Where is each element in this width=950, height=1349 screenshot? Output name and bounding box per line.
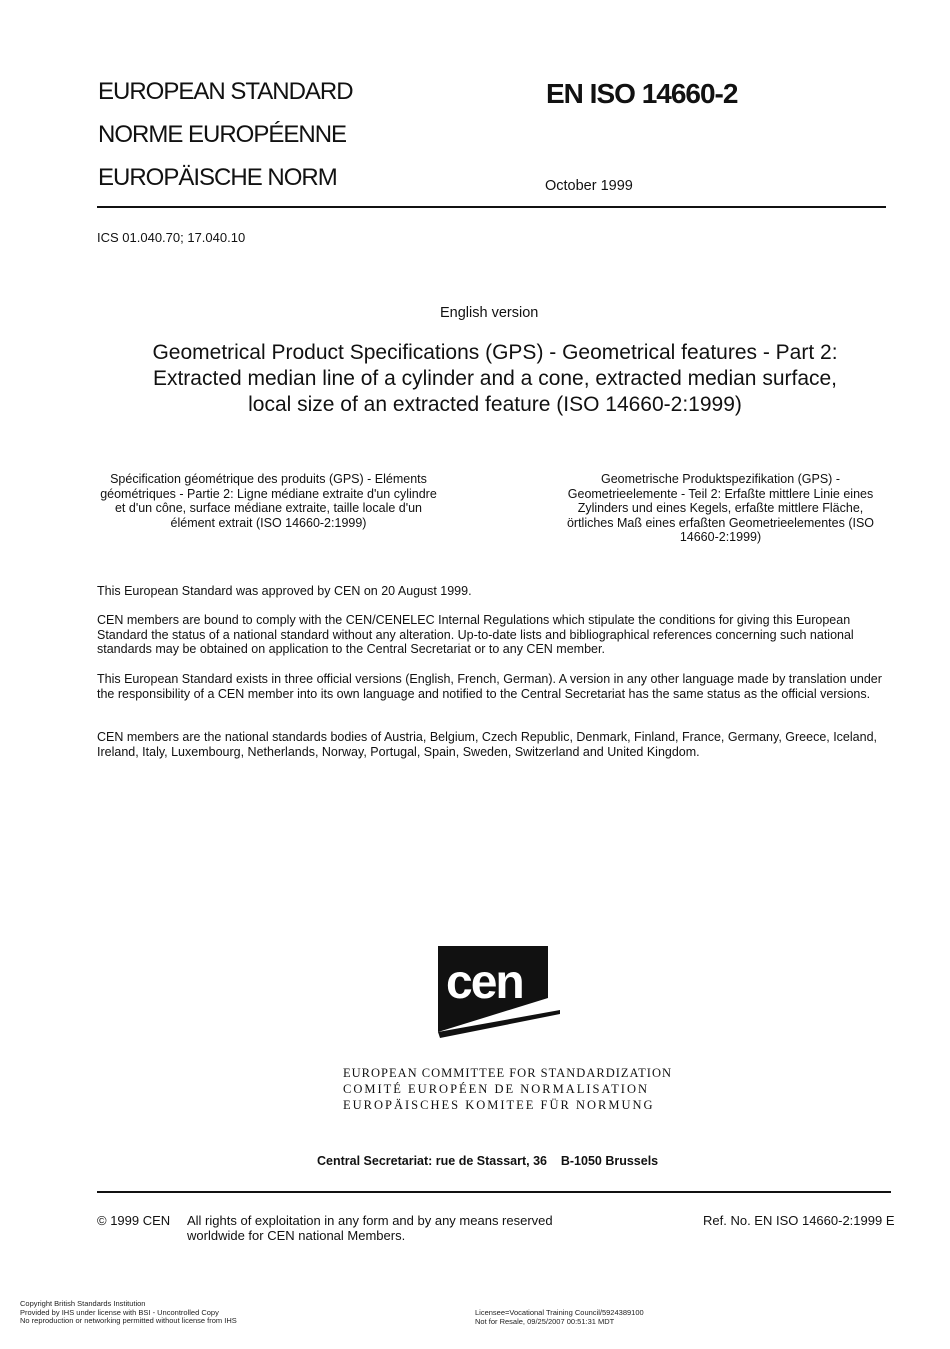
standard-number: EN ISO 14660-2 xyxy=(546,78,738,109)
license-left-line: No reproduction or networking permitted without license from IHS xyxy=(20,1316,237,1325)
rights-line-1: All rights of exploitation in any form and by any means reserved xyxy=(187,1213,553,1228)
versions-paragraph: This European Standard exists in three official versions (English, French, German). A version in any other language made by translation under the responsibility of a CEN member into its own language and notified to the Central Secretariat has the same status as the official versions. xyxy=(97,672,882,701)
document-title: Geometrical Product Specifications (GPS) - Geometrical features - Part 2: Extracted median line of a cylinder and a cone, extracted median surface, local size of an extracted feature (ISO 14660-2:1999) xyxy=(152,341,838,416)
header-german: EUROPÄISCHE NORM xyxy=(98,164,337,191)
members-paragraph: CEN members are the national standards bodies of Austria, Belgium, Czech Republic, Denmark, Finland, France, Germany, Greece, Iceland, Ireland, Italy, Luxembourg, Netherlands, Norway, Portugal, Spain, Sweden, Switzerland and United Kingdom. xyxy=(97,730,877,759)
cen-name-french: COMITÉ EUROPÉEN DE NORMALISATION xyxy=(343,1082,650,1096)
central-secretariat: Central Secretariat: rue de Stassart, 36 B-1050 Brussels xyxy=(317,1154,659,1168)
copyright-rights xyxy=(187,1213,553,1243)
reference-number: Ref. No. EN ISO 14660-2:1999 E xyxy=(703,1213,895,1228)
header-rule xyxy=(97,206,886,208)
publication-date: October 1999 xyxy=(545,178,633,194)
header-french: NORME EUROPÉENNE xyxy=(98,121,347,148)
cen-logo xyxy=(428,946,560,1054)
copyright-mark: © 1999 CEN xyxy=(97,1213,171,1228)
cen-name-english: EUROPEAN COMMITTEE FOR STANDARDIZATION xyxy=(343,1066,673,1080)
footer-rule xyxy=(97,1191,891,1193)
license-right-line: Licensee=Vocational Training Council/5924389100 xyxy=(475,1308,644,1317)
license-right xyxy=(475,1309,644,1326)
ics-codes: ICS 01.040.70; 17.040.10 xyxy=(97,230,246,245)
cen-name-german: EUROPÄISCHES KOMITEE FÜR NORMUNG xyxy=(343,1098,655,1112)
rights-line-2: worldwide for CEN national Members. xyxy=(187,1228,406,1243)
title-french: Spécification géométrique des produits (GPS) - Eléments géométriques - Partie 2: Ligne médiane extraite d'un cylindre et d'un cône, surface médiane extraite, taille locale d'un élément extrait (ISO 14660-2:1999) xyxy=(100,472,437,530)
title-german: Geometrische Produktspezifikation (GPS) - Geometrieelemente - Teil 2: Erfaßte mittlere Linie eines Zylinders und eines Kegels, erfaßte mittlere Fläche, örtliches Maß eines erfaßten Geometrieelementes (ISO 14660-2:1999) xyxy=(566,472,875,544)
license-left-line: Copyright British Standards Institution xyxy=(20,1299,146,1308)
approval-paragraph: This European Standard was approved by CEN on 20 August 1999. xyxy=(97,584,472,598)
cen-logo-text: cen xyxy=(446,956,523,1009)
license-right-line: Not for Resale, 09/25/2007 00:51:31 MDT xyxy=(475,1316,615,1326)
compliance-paragraph: CEN members are bound to comply with the CEN/CENELEC Internal Regulations which stipulate the conditions for giving this European Standard the status of a national standard without any alteration. Up-to-date lists and bibliographical references concerning such national standards may be obtained on application to the Central Secretariat or to any CEN member. xyxy=(97,613,854,656)
header-english: EUROPEAN STANDARD xyxy=(98,78,353,105)
license-left xyxy=(20,1300,237,1326)
version-label: English version xyxy=(440,305,539,321)
license-left-line: Provided by IHS under license with BSI - Uncontrolled Copy xyxy=(20,1307,219,1317)
